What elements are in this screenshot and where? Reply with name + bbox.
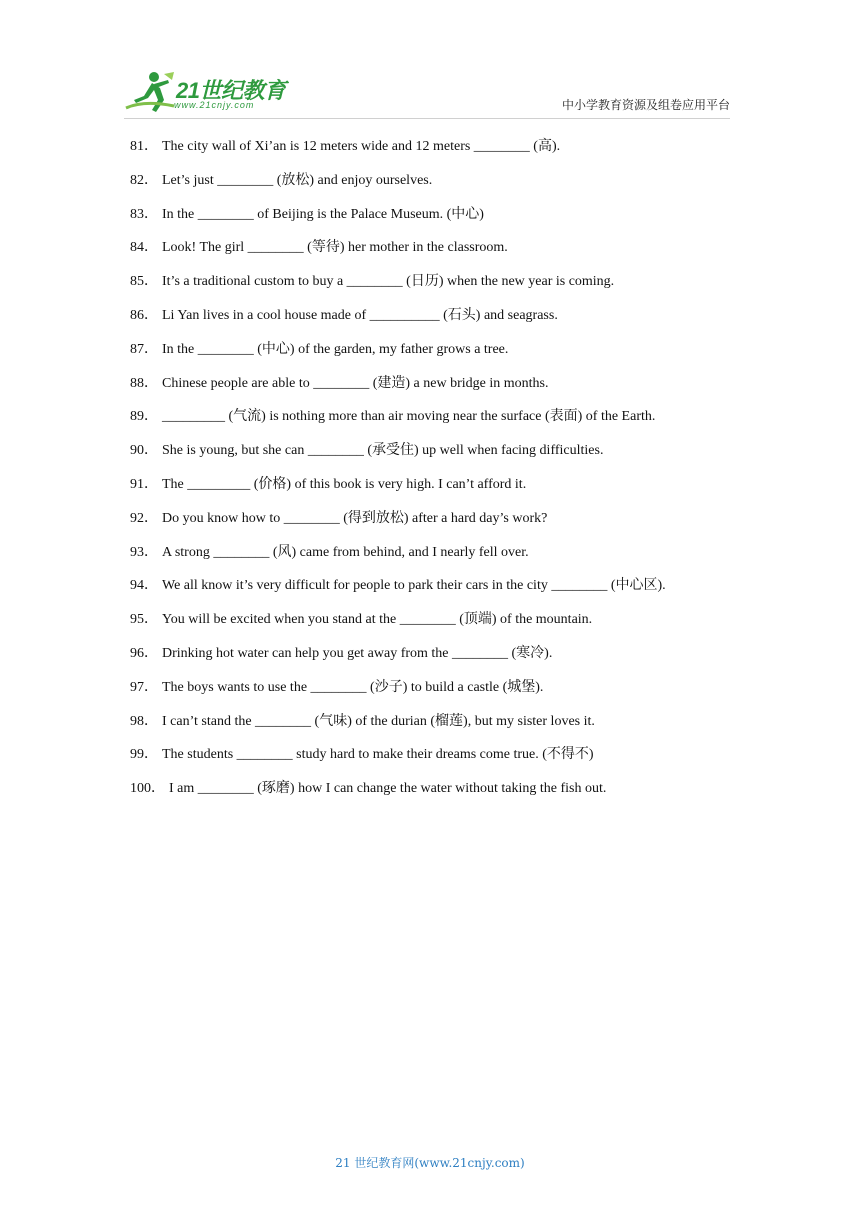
question-number: 98． [130,713,158,729]
question-item [130,406,750,440]
question-text: Look! The girl ________ (等待) her mother in the classroom. [162,240,508,256]
question-item [130,643,750,677]
question-item [130,508,750,542]
question-text: A strong ________ (风) came from behind, and I nearly fell over. [162,544,529,560]
question-number: 95． [130,612,158,628]
question-item [130,339,750,373]
question-text: She is young, but she can ________ (承受住) up well when facing difficulties. [162,443,604,459]
question-number: 94． [130,578,158,594]
question-item [130,204,750,238]
question-number: 84． [130,240,158,256]
question-text: _________ (气流) is nothing more than air moving near the surface (表面) of the Earth. [162,409,656,425]
question-number: 81． [130,139,158,154]
page-footer[interactable]: 21 世纪教育网(www.21cnjy.com) [335,1156,525,1170]
question-text: Chinese people are able to ________ (建造) a new bridge in months. [162,375,549,391]
question-item [130,305,750,339]
question-item [130,575,750,609]
question-number: 96． [130,645,158,661]
question-text: Drinking hot water can help you get away from the ________ (寒冷). [162,645,553,661]
question-list [130,136,750,812]
question-text: Do you know how to ________ (得到放松) after a hard day’s work? [162,510,548,526]
question-number: 87． [130,341,158,357]
question-item [130,744,750,778]
site-logo[interactable] [124,70,294,114]
question-text: The _________ (价格) of this book is very high. I can’t afford it. [162,476,527,492]
question-item [130,474,750,508]
logo-text: 21世纪教育 [176,78,286,103]
question-number: 100． [130,781,165,797]
question-number: 83． [130,206,158,222]
question-number: 85． [130,274,158,290]
runner-logo-icon [124,70,178,114]
header-platform-title: 中小学教育资源及组卷应用平台 [561,98,730,112]
question-item [130,271,750,305]
question-number: 92． [130,510,158,526]
question-number: 97． [130,679,158,695]
question-text: I am ________ (琢磨) how I can change the water without taking the fish out. [169,781,607,797]
question-item [130,677,750,711]
question-text: In the ________ of Beijing is the Palace Museum. (中心) [162,206,484,222]
question-text: Li Yan lives in a cool house made of __________ (石头) and seagrass. [162,307,558,323]
question-number: 90． [130,443,158,459]
question-number: 82． [130,172,158,188]
question-text: I can’t stand the ________ (气味) of the durian (榴莲), but my sister loves it. [162,713,595,729]
question-item [130,373,750,407]
question-number: 91． [130,476,158,492]
page-header [0,0,860,125]
question-text: We all know it’s very difficult for people to park their cars in the city ________ (中心区). [162,578,666,594]
question-item [130,136,750,170]
question-text: You will be excited when you stand at the ________ (顶端) of the mountain. [162,612,593,628]
question-item [130,778,750,812]
question-item [130,711,750,745]
question-item [130,542,750,576]
question-text: Let’s just ________ (放松) and enjoy ourselves. [162,172,433,188]
question-number: 93． [130,544,158,560]
question-number: 89． [130,409,158,425]
question-item [130,237,750,271]
header-divider [124,118,730,119]
question-text: The students ________ study hard to make their dreams come true. (不得不) [162,747,594,763]
logo-url: www.21cnjy.com [174,100,255,110]
question-text: The boys wants to use the ________ (沙子) to build a castle (城堡). [162,679,544,695]
question-text: In the ________ (中心) of the garden, my father grows a tree. [162,341,509,357]
question-item [130,440,750,474]
question-text: It’s a traditional custom to buy a ________ (日历) when the new year is coming. [162,274,615,290]
question-number: 86． [130,307,158,323]
question-text: The city wall of Xi’an is 12 meters wide and 12 meters ________ (高). [162,139,561,154]
question-number: 88． [130,375,158,391]
question-item [130,170,750,204]
question-number: 99． [130,747,158,763]
question-item [130,609,750,643]
